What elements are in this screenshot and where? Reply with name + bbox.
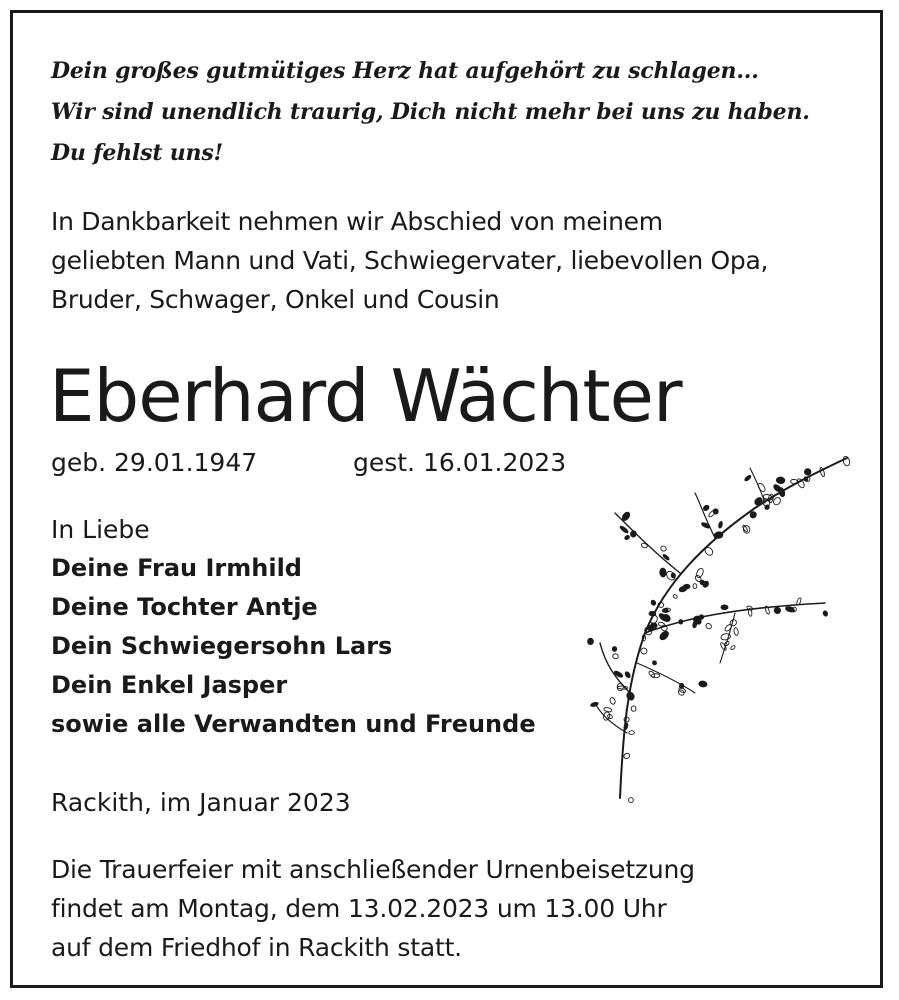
leaf — [623, 723, 628, 731]
leaf — [628, 797, 633, 802]
service-block — [51, 850, 871, 967]
intro-line: geliebten Mann und Vati, Schwiegervater, liebevollen Opa, — [51, 246, 769, 275]
leaf — [733, 627, 738, 635]
leaf — [679, 620, 683, 624]
leaf — [693, 583, 698, 588]
service-line: auf dem Friedhof in Rackith statt. — [51, 933, 462, 962]
signoff-block — [51, 510, 611, 744]
leaf — [625, 691, 635, 702]
motto-line: Dein großes gutmütiges Herz hat aufgehört zu schlagen... — [51, 58, 759, 84]
place-date: Rackith, im Januar 2023 — [51, 788, 351, 817]
leaf — [701, 522, 711, 529]
leaf — [730, 645, 736, 650]
leaf — [718, 521, 723, 528]
leaf — [650, 599, 656, 606]
leaf — [624, 671, 631, 679]
leaf — [613, 670, 623, 678]
intro-block — [51, 202, 871, 319]
deceased-name: Eberhard Wächter — [49, 354, 682, 438]
service-line: Die Trauerfeier mit anschließender Urnenbeisetzung — [51, 855, 695, 884]
leaf — [659, 568, 666, 577]
intro-line: Bruder, Schwager, Onkel und Cousin — [51, 285, 500, 314]
leaf — [823, 610, 829, 617]
leaf — [603, 707, 612, 713]
leaf — [671, 573, 676, 579]
motto-line: Du fehlst uns! — [51, 140, 223, 166]
signoff-lead: In Liebe — [51, 515, 150, 544]
leaf — [631, 706, 636, 711]
leaf — [663, 609, 668, 613]
leaf — [790, 479, 797, 484]
service-line: findet am Montag, dem 13.02.2023 um 13.00 Uhr — [51, 894, 667, 923]
motto-line: Wir sind unendlich traurig, Dich nicht mehr bei uns zu haben. — [51, 99, 810, 125]
leaf — [624, 535, 630, 541]
leaf — [714, 531, 723, 538]
leaf — [603, 711, 611, 721]
leaf — [729, 618, 738, 627]
family-member: Dein Schwiegersohn Lars — [51, 632, 393, 660]
family-member: Dein Enkel Jasper — [51, 671, 288, 699]
leaf — [658, 621, 666, 627]
leaf — [721, 605, 728, 610]
birth-date: geb. 29.01.1947 — [51, 448, 258, 477]
leaf — [757, 482, 767, 492]
leaf — [702, 504, 710, 511]
leaf — [672, 594, 677, 599]
leaf — [658, 630, 670, 642]
leaf — [640, 647, 648, 655]
leaf — [623, 752, 631, 759]
family-member: Deine Tochter Antje — [51, 593, 318, 621]
leaf — [612, 653, 619, 659]
leaf — [609, 697, 616, 705]
leaf — [630, 530, 637, 537]
leaf — [753, 496, 763, 506]
branch-illustration-icon — [585, 433, 855, 803]
leaf — [612, 647, 616, 652]
leaf — [705, 622, 713, 629]
leaf — [660, 545, 667, 552]
leaf — [724, 623, 733, 632]
leaf — [720, 633, 731, 641]
family-member: sowie alle Verwandten und Freunde — [51, 710, 536, 738]
death-date: gest. 16.01.2023 — [353, 448, 567, 477]
motto-block — [51, 51, 871, 174]
leaf — [700, 580, 705, 585]
intro-line: In Dankbarkeit nehmen wir Abschied von meinem — [51, 207, 663, 236]
leaf — [587, 638, 593, 645]
leaf — [651, 674, 660, 678]
obituary-card — [10, 10, 883, 988]
leaf — [678, 586, 687, 593]
leaf — [652, 660, 658, 666]
leaf — [744, 474, 752, 481]
leaf — [629, 731, 635, 735]
leaf — [698, 680, 707, 687]
leaf — [776, 477, 785, 484]
leaf — [619, 525, 629, 534]
family-member: Deine Frau Irmhild — [51, 554, 302, 582]
